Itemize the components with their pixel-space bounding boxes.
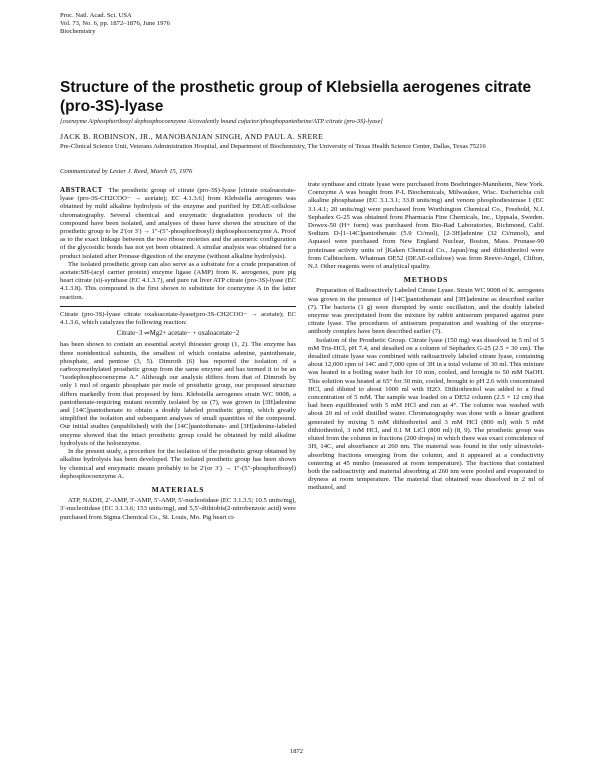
left-column	[60, 186, 296, 522]
journal-volume: Vol. 73, No. 6, pp. 1872–1876, June 1976	[60, 20, 170, 27]
intro-paragraph-1: Citrate (pro-3S)-lyase citrate oxaloacetate-lyase(pro-3S-CH2COO− → acetate); EC 4.1.3.6, which catalyzes the following reaction:	[60, 310, 296, 327]
intro-paragraph-2: has been shown to contain an essential acetyl thioester group (1, 2). The enzyme has three nonidentical subunits, the smallest of which contains adenine, pantothenate, phosphate, and pentose (3, 5). Dimroth (6) has reported the isolation of a carboxymethylated prosthetic group from the same enzyme and has termed it to be an "isodephosphocoenzyme A." Although our analysis differs from that of Dimroth by only 1 mol of organic phosphate per mole of prosthetic group, our proposed structure differs markedly from that proposed by him. Klebsiella aerogenes strain WC 9008, a pantothenate-requiring mutant recently isolated by us (7), was grown in [3H]adenine and [14C]pantothenate to obtain a doubly labeled prosthetic group, which greatly simplified the isolation and subsequent analyses of small quantities of the compound. Our initial studies (unpublished) with the [14C]pantothenate- and [3H]adenine-labeled enzyme showed that the intact prosthetic group could be obtained by mild alkaline hydrolysis of the holoenzyme.	[60, 341, 296, 447]
journal-name: Proc. Natl. Acad. Sci. USA	[60, 12, 132, 19]
methods-paragraph-1: Preparation of Radioactively Labeled Citrate Lyase. Strain WC 9008 of K. aerogenes was grown in the presence of [14C]pantothenate and [3H]adenine as described earlier (7). The bacteria (1 g) were disrupted by sonic oscillation, and the doubly labeled enzyme was precipitated from the mixture by rabbit antiserum prepared against pure citrate lyase. The procedures of antiserum preparation and washing of the enzyme-antibody complex have been described earlier (7).	[308, 287, 544, 336]
authors-line: JACK B. ROBINSON, JR., MANOBANJAN SINGH, AND PAUL A. SRERE	[60, 132, 324, 141]
methods-paragraph-2: Isolation of the Prosthetic Group. Citrate lyase (150 mg) was dissolved in 5 ml of 5 mM Tris-HCl, pH 7.4, and desalted on a column of Sephadex G-25 (2.5 × 30 cm). The desalted citrate lyase was combined with radioactively labeled citrate lyase, containing about 12,000 cpm of 14C and 7,000 cpm of 3H in a total volume of 30 ml. This mixture was heated in a boiling water bath for 10 min, cooled, and brought to 50 mM NaOH. This solution was heated at 65° for 30 min, cooled, brought to pH 2.6 with concentrated HCl, and diluted to about 1000 ml with H2O. Dithiothreitol was added to a final concentration of 5 mM. The sample was loaded on a DE52 column (2.5 × 12 cm) that had been equilibrated with 5 mM HCl and run at 4°. The column was washed with about 20 ml of cold distilled water. Chromatography was done with a linear gradient generated by mixing 5 mM dithiothreitol and 3 mM HCl (800 ml) with 5 mM dithiothreitol, 3 mM HCl, and 0.1 M LiCl (800 ml) (8, 9). The prosthetic group was eluted from the column in fractions (200 drops) in which there was exact coincidence of 3H, 14C, and absorbance at 260 nm. The material was found in the only ultraviolet-absorbing fractions emerging from the column, and it appeared at a conductivity centering at 45 mmho (measured at room temperature). The fractions that contained both the radioactivity and material absorbing at 260 nm were pooled and evaporated to dryness at room temperature. The material that obtained was dissolved in 2 ml of methanol, and	[308, 336, 544, 492]
paper-title: Structure of the prosthetic group of Klebsiella aerogenes citrate (pro-3S)-lyase	[60, 79, 532, 115]
materials-heading: MATERIALS	[151, 484, 205, 494]
materials-paragraph: ATP, NADH, 2′-AMP, 3′-AMP, 5′-AMP, 5′-nucleotidase (EC 3.1.3.5; 10.5 units/mg), 3′-nucleotidase (EC 3.1.3.6; 153 units/mg), and 5,5′-dithiobis(2-nitrobenzoic acid) were purchased from Sigma Chemical Co., St. Louis, Mo. Pig heart ci-	[60, 497, 296, 521]
journal-header	[60, 12, 170, 36]
affiliation: Pre-Clinical Science Unit, Veterans Administration Hospital, and Department of Biochemistry, The University of Texas Health Science Center, Dallas, Texas 75216	[60, 143, 486, 150]
journal-section: Biochemistry	[60, 28, 96, 35]
communicated-by: Communicated by Lester J. Reed, March 15, 1976	[60, 168, 193, 175]
abstract	[60, 186, 296, 307]
abstract-paragraph-2: The isolated prosthetic group can also serve as a substrate for a crude preparation of acetate:SH-(acyl carrier protein) enzyme ligase (AMP) from K. aerogenes, pure pig heart citrate (si)-synthase (EC 4.1.3.7), and pure rat liver ATP citrate (pro-3S)-lyase (EC 4.1.3.8). This compound is the first shown to substitute for coenzyme A in the latter reaction.	[60, 260, 296, 301]
right-column	[308, 181, 544, 493]
keywords-line: [coenzyme A/phosphoribosyl dephosphocoenzyme A/covalently bound cofactor/phosphopantetheine/ATP:citrate (pro-3S)-lyase]	[60, 118, 383, 125]
page-number: 1872	[290, 748, 303, 755]
abstract-heading: ABSTRACT	[60, 186, 103, 194]
reaction-equation: Citrate−3 ⇌Mg2+ acetate− + oxaloacetate−2	[116, 330, 240, 338]
intro-paragraph-3: In the present study, a procedure for the isolation of the prosthetic group obtained by alkaline hydrolysis has been developed. The isolated prosthetic group has been shown by chemical and enzymatic means probably to be 2′(or 3′) → 1″-(5″-phosphoribosyl) dephosphocoenzyme A.	[60, 448, 296, 480]
abstract-text-1: The prosthetic group of citrate (pro-3S)-lyase [citrate oxaloacetate-lyase (pro-3S-CH2COO− → acetate); EC 4.1.3.6] from Klebsiella aerogenes was obtained by mild alkaline hydrolysis of the enzyme and purified by DEAE-cellulose chromatography. Several chemical and enzymatic degradation products of the compound have been isolated, and analyses of these have shown the structure of the prosthetic group to be 2′(or 3′) → 1″-(5″-phosphoribosyl) dephosphocoenzyme A. Proof as to the exact linkage between the two ribose moieties and the anomeric configuration of the glycosidic bonds has not yet been obtained. A similar analysis was obtained for a product isolated after Pronase digestion of the enzyme (without alkaline hydrolysis).	[60, 187, 297, 260]
materials-continued: trate synthase and citrate lyase were purchased from Boehringer-Mannheim, New York. Coenzyme A was bought from P-L Biochemicals, Milwaukee, Wisc. Escherichia coli alkaline phosphatase (EC 3.1.3.1; 33.8 units/mg) and venom phosphodiesterase I (EC 3.1.4.1; 20 units/mg) were purchased from Worthington Chemical Co., Freehold, N.J. Sephadex G-25 was obtained from Pharmacia Fine Chemicals, Inc., Uppsala, Sweden. Dowex-50 (H+ form) was purchased from Bio-Rad Laboratories, Richmond, Calif. Sodium D-[1-14C]pantothenate (5.9 Ci/mol), [2-3H]adenine (32 Ci/mmol), and Aquasol were purchased from New England Nuclear, Boston, Mass. Pronase-90 proteinase activity units of [Kaken Chemical Co., Japan]/mg and dithiothreitol were from Calbiochem. Whatman DE52 (DEAE-cellulose) was from Reeve-Angel, Clifton, N.J. Other reagents were of analytical quality.	[308, 181, 544, 271]
abstract-paragraph-1	[60, 186, 296, 261]
methods-heading: METHODS	[403, 275, 449, 285]
